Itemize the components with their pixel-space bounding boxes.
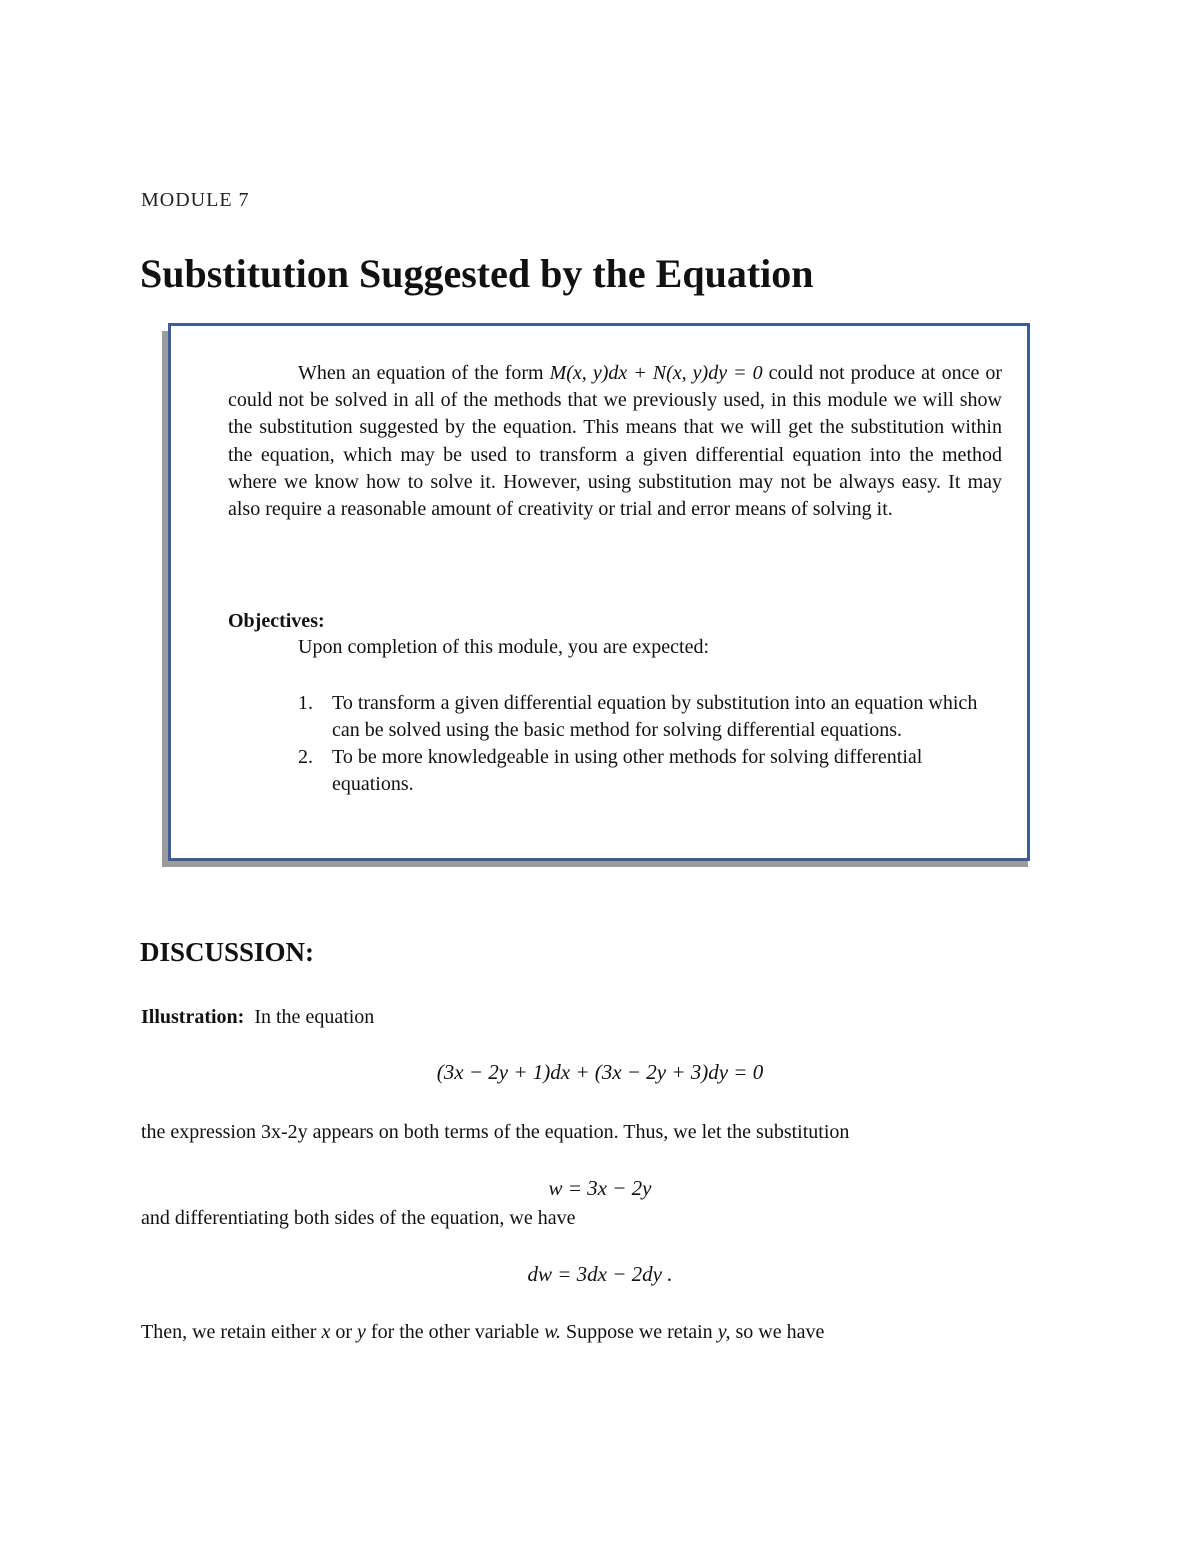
- paragraph-3-text: or: [330, 1321, 358, 1343]
- var-x: x: [321, 1321, 331, 1343]
- illustration-line: [141, 1006, 374, 1029]
- paragraph-3: [141, 1321, 824, 1344]
- list-item-number: 1.: [298, 692, 313, 714]
- paragraph-1: the expression 3x-2y appears on both terms of the equation. Thus, we let the substitution: [141, 1121, 850, 1143]
- illustration-text: In the equation: [254, 1006, 375, 1028]
- paragraph-3-text: so we have: [730, 1321, 825, 1343]
- list-item: [298, 744, 978, 798]
- discussion-heading: DISCUSSION:: [140, 937, 315, 967]
- objectives-heading: Objectives:: [228, 610, 325, 632]
- equation-1: (3x − 2y + 1)dx + (3x − 2y + 3)dy = 0: [436, 1060, 764, 1084]
- objectives-list: [298, 690, 978, 798]
- list-item-text: To be more knowledgeable in using other methods for solving differential equations.: [332, 746, 923, 795]
- var-y: y,: [717, 1321, 731, 1343]
- paragraph-3-text: Suppose we retain: [561, 1321, 718, 1343]
- intro-equation: M(x, y)dx + N(x, y)dy = 0: [549, 362, 763, 384]
- paragraph-3-text: for the other variable: [365, 1321, 545, 1343]
- module-label: MODULE 7: [141, 189, 250, 211]
- paragraph-2: and differentiating both sides of the equation, we have: [141, 1207, 576, 1229]
- list-item: [298, 690, 978, 744]
- illustration-label: Illustration:: [141, 1006, 245, 1028]
- var-y: y: [357, 1321, 366, 1343]
- intro-paragraph: [228, 360, 1002, 523]
- paragraph-3-text: Then, we retain either: [141, 1321, 322, 1343]
- list-item-text: To transform a given differential equation by substitution into an equation which can be solved using the basic method for solving differential equations.: [332, 692, 978, 741]
- intro-body: could not produce at once or could not be solved in all of the methods that we previously used, in this module we will show the substitution suggested by the equation. This means that we will get the substitution within the equation, which may be used to transform a given differential equation into the method where we know how to solve it. However, using substitution may not be always easy. It may also require a reasonable amount of creativity or trial and error means of solving it.: [228, 362, 1003, 521]
- list-item-number: 2.: [298, 746, 313, 768]
- var-w: w.: [544, 1321, 562, 1343]
- equation-2: w = 3x − 2y: [548, 1176, 652, 1200]
- objectives-intro: Upon completion of this module, you are expected:: [298, 636, 710, 658]
- equation-3: dw = 3dx − 2dy .: [527, 1262, 673, 1286]
- page-title: Substitution Suggested by the Equation: [140, 251, 814, 296]
- intro-lead: When an equation of the form: [298, 362, 544, 384]
